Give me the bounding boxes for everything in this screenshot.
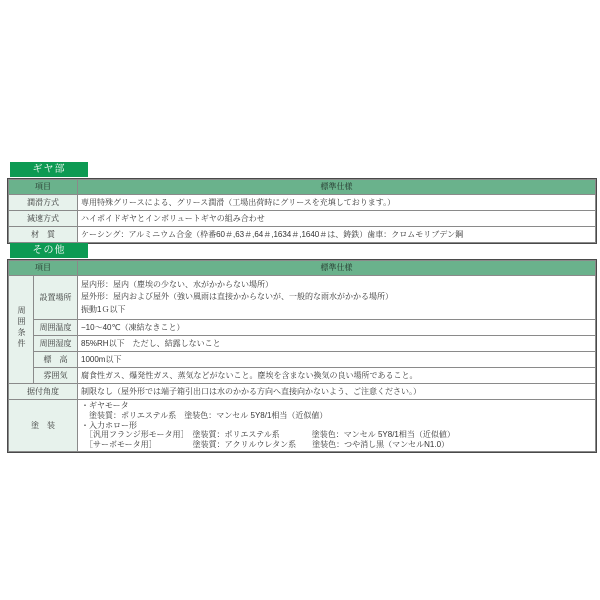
gear-section-badge: ギヤ部 [10,162,88,177]
table-row [9,276,596,320]
table-header-row [9,261,596,276]
row-value-humidity: 85%RH以下 ただし、結露しないこと [78,336,596,352]
paint-line: ［サーボモータ用］ 塗装質：アクリルウレタン系 塗装色：つや消し黒（マンセルN1.0） [81,440,450,450]
location-line: 屋外形：屋内および屋外（強い風雨は直接かからないが、一般的な雨水がかかる場所） [81,292,393,302]
table-row [9,400,596,452]
column-header-spec: 標準仕様 [78,261,596,276]
row-label-material: 材 質 [9,227,78,243]
column-header-item: 項目 [9,180,78,195]
row-label-atmosphere: 雰囲気 [34,368,78,384]
table-row [9,352,596,368]
paint-line: ［汎用フランジ形モータ用］ 塗装質：ポリエステル系 塗装色：マンセル 5Y8/1相当（近似値） [81,430,455,440]
row-value-atmosphere: 腐食性ガス、爆発性ガス、蒸気などがないこと。塵埃を含まない換気の良い場所であること。 [78,368,596,384]
row-label-mount-angle: 据付角度 [9,384,78,400]
paint-line: ・入力ホロー形 [81,420,137,430]
table-row [9,195,596,211]
row-label-humidity: 周囲湿度 [34,336,78,352]
row-label-lubrication: 潤滑方式 [9,195,78,211]
table-row [9,336,596,352]
paint-line: 塗装質：ポリエステル系 塗装色：マンセル 5Y8/1相当（近似値） [81,410,328,420]
env-conditions-group-cell [9,276,34,384]
row-value-paint [78,400,596,452]
other-section-badge: その他 [10,243,88,258]
row-value-lubrication: 専用特殊グリースによる、グリース潤滑（工場出荷時にグリースを充填しております。） [78,195,596,211]
other-spec-table [8,260,596,452]
location-line: 屋内形：屋内（塵埃の少ない、水がかからない場所） [81,279,273,289]
row-value-altitude: 1000m以下 [78,352,596,368]
column-header-item: 項目 [9,261,78,276]
env-conditions-group-label: 周囲条件 [17,305,26,350]
row-value-location [78,276,596,320]
column-header-spec: 標準仕様 [78,180,596,195]
table-row [9,320,596,336]
table-row [9,227,596,243]
row-label-paint: 塗 装 [9,400,78,452]
table-row [9,384,596,400]
row-label-reduction: 減速方式 [9,211,78,227]
table-row [9,368,596,384]
row-label-temperature: 周囲温度 [34,320,78,336]
row-value-reduction: ハイポイドギヤとインボリュートギヤの組み合わせ [78,211,596,227]
table-header-row [9,180,596,195]
row-label-location: 設置場所 [34,276,78,320]
row-label-altitude: 標 高 [34,352,78,368]
row-value-temperature: −10～40℃（凍結なきこと） [78,320,596,336]
row-value-material: ケーシング：アルミニウム合金（枠番60＃,63＃,64＃,1634＃,1640＃は、鋳鉄）歯車：クロムモリブデン鋼 [78,227,596,243]
gear-spec-table [8,179,596,243]
table-row [9,211,596,227]
location-line: 振動1Ｇ以下 [81,304,126,314]
row-value-mount-angle: 制限なし（屋外形では端子箱引出口は水のかかる方向へ直接向かないよう、ご注意ください。） [78,384,596,400]
paint-line: ・ギヤモータ [81,401,129,410]
